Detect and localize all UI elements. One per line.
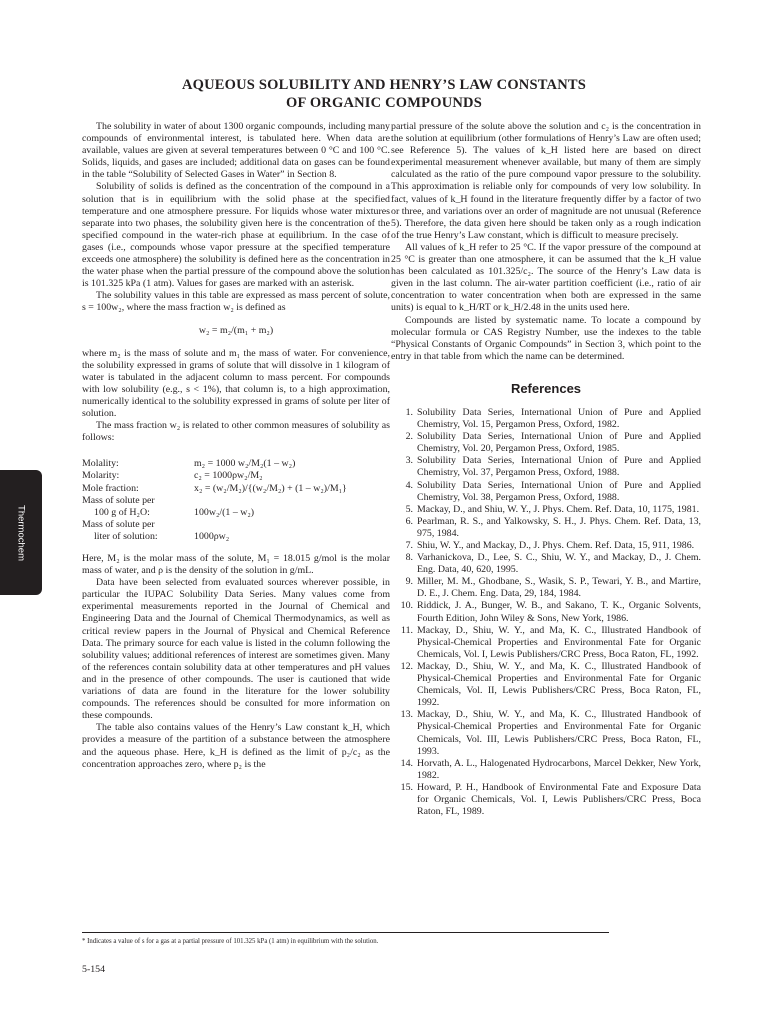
- measure-row: [82, 531, 347, 543]
- measure-row: [82, 495, 347, 507]
- reference-text: Horvath, A. L., Halogenated Hydrocarbons, Marcel Dekker, New York, 1982.: [417, 757, 701, 781]
- reference-item: [391, 407, 701, 431]
- measure-formula: 1000ρw₂: [194, 530, 230, 542]
- reference-text: Howard, P. H., Handbook of Environmental Fate and Exposure Data for Organic Chemicals, Vol. I, Lewis Publishers/CRC Press, Boca Raton, FL, 1989.: [417, 781, 701, 818]
- reference-item: [391, 661, 701, 709]
- reference-text: Miller, M. M., Ghodbane, S., Wasik, S. P., Tewari, Y. B., and Martire, D. E., J. Chem. Eng. Data, 29, 184, 1984.: [417, 576, 701, 600]
- reference-number: 13.: [400, 709, 413, 721]
- reference-text: Shiu, W. Y., and Mackay, D., J. Phys. Chem. Ref. Data, 15, 911, 1986.: [417, 540, 695, 551]
- reference-item: [391, 455, 701, 479]
- reference-text: Solubility Data Series, International Union of Pure and Applied Chemistry, Vol. 15, Pergamon Press, Oxford, 1982.: [417, 406, 701, 431]
- reference-number: 14.: [400, 757, 413, 769]
- reference-text: Mackay, D., Shiu, W. Y., and Ma, K. C., Illustrated Handbook of Physical-Chemical Properties and Environmental Fate for Organic Chemicals, Vol. I, Lewis Publishers/CRC Press, Boca Raton, FL, 1992.: [417, 624, 701, 660]
- reference-text: Mackay, D., Shiu, W. Y., and Ma, K. C., Illustrated Handbook of Physical-Chemical Properties and Environmental Fate for Organic Chemicals, Vol. II, Lewis Publishers/CRC Press, Boca Raton, FL, 1992.: [417, 660, 701, 709]
- reference-number: 1.: [405, 406, 413, 418]
- reference-number: 10.: [400, 600, 413, 612]
- reference-item: [391, 540, 701, 552]
- measure-row: [82, 470, 347, 482]
- measure-formula: m₂ = 1000 w₂/M₂(1 – w₂): [194, 458, 296, 470]
- reference-item: [391, 552, 701, 576]
- footnote-rule: [82, 932, 609, 933]
- reference-text: Solubility Data Series, International Union of Pure and Applied Chemistry, Vol. 20, Pergamon Press, Oxford, 1985.: [417, 431, 701, 455]
- reference-item: [391, 516, 701, 540]
- reference-number: 8.: [405, 552, 413, 564]
- side-tab-label: Thermochem: [15, 504, 27, 561]
- convenience-paragraph: where m₂ is the mass of solute and m₁ the mass of water. For convenience, the solubility expressed in grams of solute that will dissolve in 1 kilogram of water is tabulated in the adjacent column to mass percent. For compounds with low solubility (e.g., s < 1%), that column is, to a high approximation, numerically identical to the solubility expressed in grams of solute per liter of solution.: [82, 347, 390, 420]
- reference-number: 2.: [405, 431, 413, 443]
- page-number: 5-154: [82, 964, 106, 975]
- reference-number: 9.: [405, 576, 413, 588]
- title-line-2: OF ORGANIC COMPOUNDS: [286, 95, 482, 111]
- reference-number: 7.: [405, 540, 413, 551]
- measure-row: [82, 458, 347, 470]
- reference-number: 11.: [401, 624, 413, 636]
- reference-text: Pearlman, R. S., and Yalkowsky, S. H., J. Phys. Chem. Ref. Data, 13, 975, 1984.: [417, 515, 701, 539]
- reference-item: [391, 758, 701, 782]
- reference-text: Varhanickova, D., Lee, S. C., Shiu, W. Y., and Mackay, D., J. Chem. Eng. Data, 40, 620, 1995.: [417, 552, 701, 576]
- reference-number: 12.: [400, 660, 413, 672]
- measure-row: [82, 507, 347, 519]
- reference-number: 6.: [405, 515, 413, 527]
- reference-item: [391, 504, 701, 516]
- mass-percent-paragraph: The solubility values in this table are expressed as mass percent of solute, s = 100w₂, where the mass fraction w₂ is defined as: [82, 290, 390, 314]
- measure-label: 100 g of H₂O:: [94, 506, 150, 518]
- measure-row: [82, 519, 347, 531]
- measure-label: Mass of solute per: [82, 494, 155, 506]
- measure-label: Molality:: [82, 458, 119, 470]
- reference-text: Riddick, J. A., Bunger, W. B., and Sakano, T. K., Organic Solvents, Fourth Edition, John Wiley & Sons, New York, 1986.: [417, 600, 701, 624]
- reference-item: [391, 600, 701, 624]
- measure-label: Molarity:: [82, 470, 120, 482]
- measure-label: Mole fraction:: [82, 482, 139, 494]
- compound-index-paragraph: Compounds are listed by systematic name. To locate a compound by molecular formula or CAS Registry Number, use the indexes to the table “Physical Constants of Organic Compounds” in Section 3, which point to the entry in that table from which the name can be determined.: [391, 314, 701, 362]
- section-side-tab: [0, 470, 42, 595]
- reference-number: 5.: [405, 503, 413, 515]
- reference-text: Solubility Data Series, International Union of Pure and Applied Chemistry, Vol. 38, Pergamon Press, Oxford, 1988.: [417, 479, 701, 503]
- measure-formula: [194, 519, 347, 531]
- reference-number: 3.: [405, 455, 413, 467]
- solubility-definition-paragraph: Solubility of solids is defined as the concentration of the compound in a solution that is in equilibrium with the solid phase at the specified temperature and one atmosphere pressure. For liquids whose water mixtures separate into two phases, the solubility given here is the concentration of the specified compound in the water-rich phase at equilibrium. In the case of gases (i.e., compounds whose vapor pressure at the specified temperature exceeds one atmosphere) the solubility is defined here as the concentration in the water phase when the partial pressure of the compound above the solution is 101.325 kPa (1 atm). Values for gases are marked with an asterisk.: [82, 181, 390, 290]
- measure-formula: [194, 495, 347, 507]
- references-heading: References: [510, 380, 582, 396]
- reference-item: [391, 576, 701, 600]
- reference-number: 4.: [405, 479, 413, 491]
- reference-number: 15.: [400, 781, 413, 793]
- measures-paragraph: The mass fraction w₂ is related to other common measures of solubility as follows:: [82, 420, 390, 444]
- henry-temperature-paragraph: All values of k_H refer to 25 °C. If the vapor pressure of the compound at 25 °C is greater than one atmosphere, it can be assumed that the k_H value has been calculated as 101.325/c₂. The source of the Henry’s Law data is given in the last column. The air-water partition coefficient (i.e., ratio of air concentration to water concentration when both are expressed in the same units) is equal to k_H/RT or k_H/2.48 in the units used here.: [391, 241, 701, 314]
- title-line-1: AQUEOUS SOLUBILITY AND HENRY’S LAW CONSTANTS: [181, 77, 587, 93]
- data-sources-paragraph: Data have been selected from evaluated sources wherever possible, in particular the IUPAC Solubility Data Series. Many values come from experimental measurements reported in the Journal of Chemical and Engineering Data and the Journal of Chemical Thermodynamics, as well as critical review papers in the Journal of Physical and Chemical Reference Data. The primary source for each value is listed in the column following the solubility values; additional references of interest are sometimes given. Many of the references contain solubility data at other temperatures and pH values and in the presence of other compounds. The user is cautioned that wide variations of data are found in the literature for the lower solubility compounds. The references should be consulted for more information on these compounds.: [82, 577, 390, 722]
- reference-item: [391, 480, 701, 504]
- reference-item: [391, 709, 701, 757]
- reference-text: Solubility Data Series, International Union of Pure and Applied Chemistry, Vol. 37, Pergamon Press, Oxford, 1988.: [417, 455, 701, 479]
- intro-paragraph: The solubility in water of about 1300 organic compounds, including many compounds of environmental interest, is tabulated here. When data are available, values are given at several temperatures between 0 °C and 100 °C. Solids, liquids, and gases are included; additional data on gases can be found in the table “Solubility of Selected Gases in Water” in Section 8.: [82, 121, 390, 181]
- measure-row: [82, 483, 347, 495]
- reference-item: [391, 625, 701, 661]
- henry-continuation-paragraph: partial pressure of the solute above the solution and c₂ is the concentration in the solution at equilibrium (other formulations of Henry’s Law are often used; see Reference 5). The values of k_H listed here are based on direct experimental measurement whenever available, but many of them are simply calculated as the ratio of the pure compound vapor pressure to the solubility. This approximation is reliable only for compounds of very low solubility. In fact, values of k_H found in the literature frequently differ by a factor of two or three, and variations over an order of magnitude are not unusual (Reference 5). Therefore, the data given here should be taken only as a rough indication of the true Henry’s Law constant, which is difficult to measure precisely.: [391, 121, 701, 241]
- solubility-measures-table: [82, 458, 347, 543]
- reference-item: [391, 782, 701, 818]
- molar-mass-paragraph: Here, M₂ is the molar mass of the solute, M₁ = 18.015 g/mol is the molar mass of water, and ρ is the density of the solution in g/mL.: [82, 553, 390, 577]
- reference-text: Mackay, D., Shiu, W. Y., and Ma, K. C., Illustrated Handbook of Physical-Chemical Properties and Environmental Fate for Organic Chemicals, Vol. III, Lewis Publishers/CRC Press, Boca Raton, FL, 1993.: [417, 709, 701, 757]
- reference-item: [391, 431, 701, 455]
- right-column: [391, 121, 701, 818]
- mass-fraction-equation: w₂ = m₂/(m₁ + m₂): [198, 324, 274, 336]
- henry-constant-paragraph: The table also contains values of the Henry’s Law constant k_H, which provides a measure of the partition of a substance between the atmosphere and the aqueous phase. Here, k_H is defined as the limit of p₂/c₂ as the concentration approaches zero, where p₂ is the: [82, 722, 390, 770]
- references-list: [391, 407, 701, 818]
- reference-text: Mackay, D., and Shiu, W. Y., J. Phys. Chem. Ref. Data, 10, 1175, 1981.: [417, 503, 700, 515]
- measure-formula: c₂ = 1000ρw₂/M₂: [194, 470, 263, 482]
- left-column: [82, 121, 390, 771]
- measure-label: liter of solution:: [94, 530, 158, 542]
- measure-formula: 100w₂/(1 – w₂): [194, 506, 255, 518]
- measure-label: Mass of solute per: [82, 518, 155, 530]
- page-title: [0, 76, 768, 112]
- footnote: * Indicates a value of s for a gas at a partial pressure of 101.325 kPa (1 atm) in equilibrium with the solution.: [82, 938, 379, 945]
- measure-formula: x₂ = (w₂/M₂)/{(w₂/M₂) + (1 – w₂)/M₁}: [194, 482, 347, 494]
